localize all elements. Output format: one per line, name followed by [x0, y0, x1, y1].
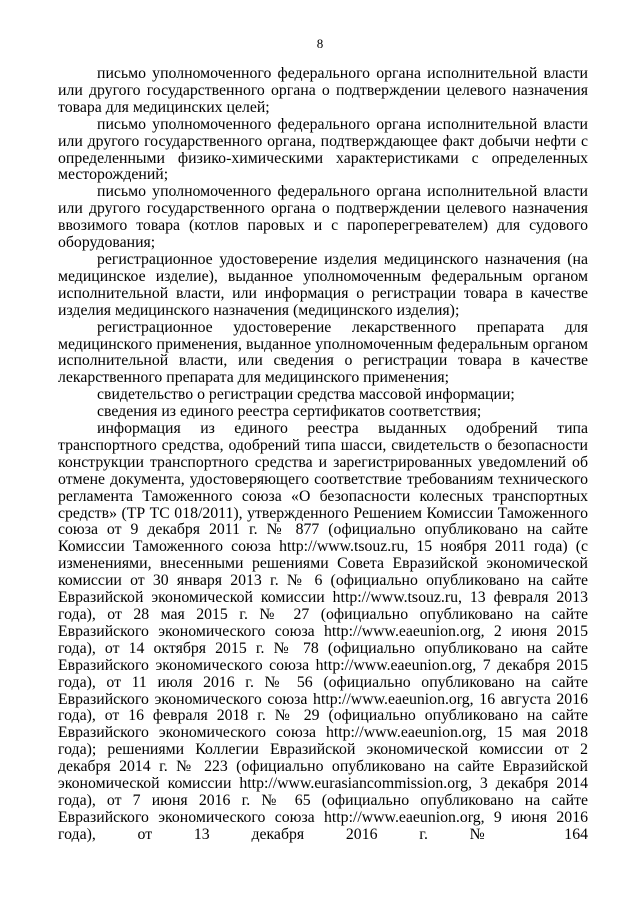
- paragraph-oil-extraction-letter: письмо уполномоченного федерального органа исполнительной власти или другого государственного органа, подтверждающее факт добычи нефти с определенными физико-химическими характеристиками с определенных месторождений;: [58, 115, 588, 184]
- paragraph-conformity-certificates: сведения из единого реестра сертификатов соответствия;: [97, 403, 482, 421]
- document-body: [58, 66, 588, 844]
- paragraph-medical-device-registration: регистрационное удостоверение изделия медицинского назначения (на медицинское изделие), выданное уполномоченным федеральным органом исполнительной власти, или информация о регистрации товара в качестве изделия медицинского назначения (медицинского изделия);: [58, 250, 588, 319]
- paragraph-vehicle-type-approvals: информация из единого реестра выданных одобрений типа транспортного средства, одобрений типа шасси, свидетельств о безопасности конструкции транспортного средства и зарегистрированных уведомлений об отмене документа, удостоверяющего соответствие требованиям технического регламента Таможенного союза «О безопасности колесных транспортных средств» (ТР ТС 018/2011), утвержденного Решением Комиссии Таможенного союза от 9 декабря 2011 г. № 877 (официально опубликовано на сайте Комиссии Таможенного союза http://www.tsouz.ru, 15 ноября 2011 года) (с изменениями, внесенными решениями Совета Евразийской экономической комиссии от 30 января 2013 г. № 6 (официально опубликовано на сайте Евразийской экономической комиссии http://www.tsouz.ru, 13 февраля 2013 года), от 28 мая 2015 г. № 27 (официально опубликовано на сайте Евразийского экономического союза http://www.eaeunion.org, 2 июня 2015 года), от 14 октября 2015 г. № 78 (официально опубликовано на сайте Евразийского экономического союза http://www.eaeunion.org, 7 декабря 2015 года), от 11 июля 2016 г. № 56 (официально опубликовано на сайте Евразийского экономического союза http://www.eaeunion.org, 16 августа 2016 года), от 16 февраля 2018 г. № 29 (официально опубликовано на сайте Евразийского экономического союза http://www.eaeunion.org, 15 мая 2018 года); решениями Коллегии Евразийской экономической комиссии от 2 декабря 2014 г. № 223 (официально опубликовано на сайте Евразийской экономической комиссии http://www.eurasiancommission.org, 3 декабря 2014 года), от 7 июня 2016 г. № 65 (официально опубликовано на сайте Евразийского экономического союза http://www.eaeunion.org, 9 июня 2016 года), от 13 декабря 2016 г. № 164: [58, 420, 588, 843]
- paragraph-mass-media-certificate: свидетельство о регистрации средства массовой информации;: [97, 386, 515, 404]
- paragraph-drug-registration: регистрационное удостоверение лекарственного препарата для медицинского применения, выданное уполномоченным федеральным органом исполнительной власти, или сведения о регистрации товара в качестве лекарственного препарата для медицинского применения;: [58, 318, 588, 387]
- page-number: 8: [316, 36, 324, 51]
- paragraph-ship-equipment-letter: письмо уполномоченного федерального органа исполнительной власти или другого государственного органа о подтверждении целевого назначения ввозимого товара (котлов паровых и с пароперегревателем) для судового оборудования;: [58, 183, 588, 252]
- paragraph-medical-purpose-letter: письмо уполномоченного федерального органа исполнительной власти или другого государственного органа о подтверждении целевого назначения товара для медицинских целей;: [58, 65, 588, 116]
